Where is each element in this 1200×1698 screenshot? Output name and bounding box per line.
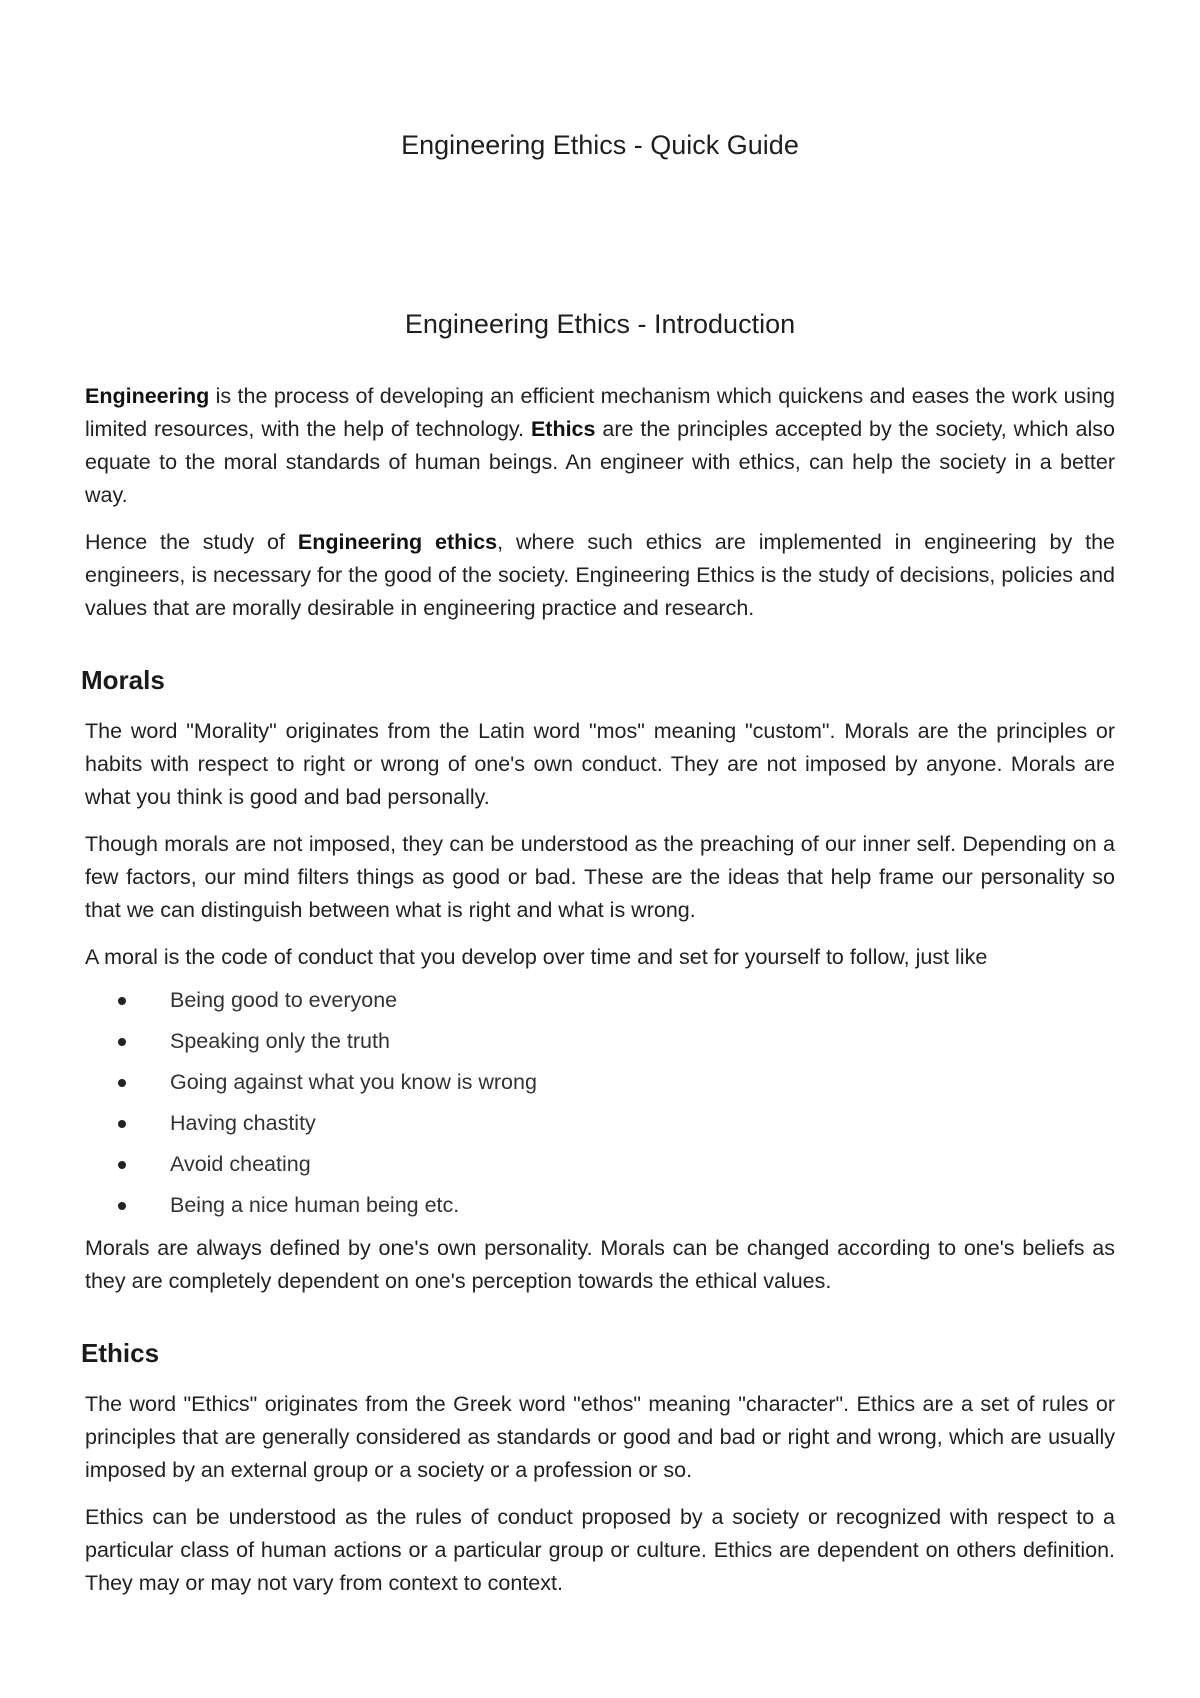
term-ethics: Ethics [530,417,596,441]
bullet-icon [118,1120,126,1128]
morals-paragraph-1: The word "Morality" originates from the Latin word "mos" meaning "custom". Morals are the principles or habits with respect to right or wrong of one's own conduct. They are not imposed by anyone. Morals are what you think is good and bad personally. [85,719,1115,809]
morals-heading: Morals [81,665,165,695]
intro-paragraph-2 [85,526,1115,625]
list-item: Having chastity [85,1103,1115,1144]
bullet-icon [118,1038,126,1046]
list-item: Speaking only the truth [85,1021,1115,1062]
term-engineering-ethics: Engineering ethics [297,530,498,554]
intro-p1-text-2: are the principles accepted by the society, which also equate to the moral standards of human beings. An engineer with ethics, can help the society in a better way. [85,417,1115,507]
term-engineering: Engineering [85,384,210,408]
intro-paragraph-1 [85,380,1115,512]
list-item: Being good to everyone [85,980,1115,1021]
intro-p2-text-2: , where such ethics are implemented in engineering by the engineers, is necessary for the good of the society. Engineering Ethics is the study of decisions, policies and values that are morally desirable in engineering practice and research. [85,530,1115,620]
ethics-paragraph-2: Ethics can be understood as the rules of conduct proposed by a society or recognized with respect to a particular class of human actions or a particular group or culture. Ethics are dependent on others definition. They may or may not vary from context to context. [85,1505,1115,1595]
morals-paragraph-3: A moral is the code of conduct that you develop over time and set for yourself to follow, just like [85,945,988,969]
document-body [81,380,1115,1614]
morals-paragraph-4: Morals are always defined by one's own personality. Morals can be changed according to one's beliefs as they are completely dependent on one's perception towards the ethical values. [85,1236,1115,1293]
list-item: Being a nice human being etc. [85,1185,1115,1226]
bullet-icon [118,1202,126,1210]
ethics-heading: Ethics [81,1338,160,1368]
bullet-icon [118,1079,126,1087]
morals-paragraph-2: Though morals are not imposed, they can be understood as the preaching of our inner self. Depending on a few factors, our mind filters things as good or bad. These are the ideas that help frame our personality so that we can distinguish between what is right and what is wrong. [85,832,1115,922]
morals-list [85,980,1115,1226]
ethics-paragraph-1: The word "Ethics" originates from the Greek word "ethos" meaning "character". Ethics are a set of rules or principles that are generally considered as standards or good and bad or right and wrong, which are usually imposed by an external group or a society or a profession or so. [85,1392,1115,1482]
list-item: Avoid cheating [85,1144,1115,1185]
list-item: Going against what you know is wrong [85,1062,1115,1103]
document-title: Engineering Ethics - Quick Guide [401,130,799,160]
bullet-icon [118,997,126,1005]
intro-p2-text-1: Hence the study of [85,530,298,554]
bullet-icon [118,1161,126,1169]
section-title: Engineering Ethics - Introduction [404,309,796,339]
intro-p1-text-1: is the process of developing an efficient mechanism which quickens and eases the work using limited resources, with the help of technology. [85,384,1115,441]
